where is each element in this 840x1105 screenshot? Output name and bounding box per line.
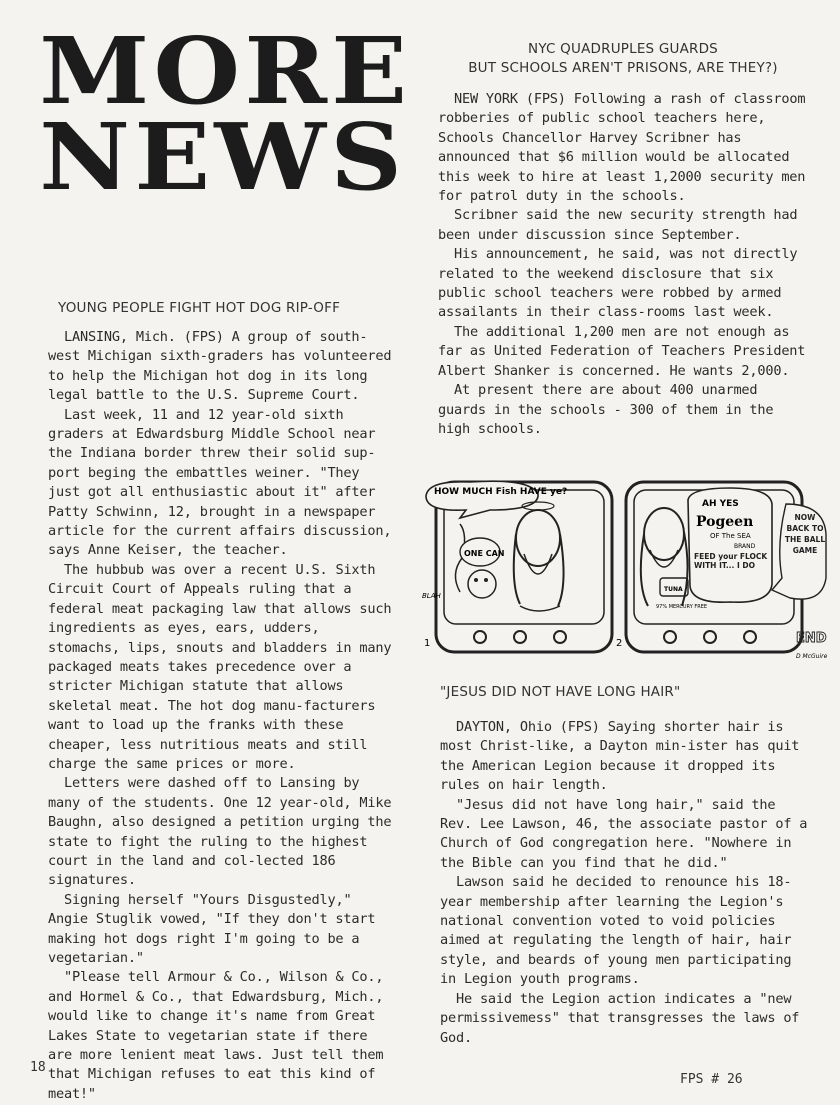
article-paragraph: Last week, 11 and 12 year-old sixth graders at Edwardsburg Middle School near the Indiana border threw their solid sup-port beging the embattles weiner. "They just got all enthusiastic about it" after Patty Schwinn, 12, brought in a newspaper article for the current affairs discussion, says Anne Keiser, the teacher. bbox=[48, 406, 392, 559]
article-paragraph: His announcement, he said, was not directly related to the weekend disclosure that six public school teachers were robbed by armed assailants in their class-rooms last week. bbox=[438, 246, 798, 321]
article-hotdog bbox=[48, 300, 396, 1104]
article-paragraph: The additional 1,200 men are not enough as far as United Federation of Teachers President Albert Shanker is concerned. He wants 2,000. bbox=[438, 323, 806, 379]
headline-line: NYC QUADRUPLES GUARDS bbox=[528, 41, 718, 57]
speech-bubble-text: FEED your FLOCK WITH IT... I DO bbox=[694, 552, 768, 570]
can-label: TUNA bbox=[664, 586, 683, 593]
article-paragraph: Lawson said he decided to renounce his 18-year membership after learning the Legion's national convention voted to void policies aimed at regulating the length of hair, hair style, and beards of young men participating in Legion youth programs. bbox=[440, 874, 792, 988]
article-paragraph: DAYTON, Ohio (FPS) Saying shorter hair is most Christ-like, a Dayton min-ister has quit the American Legion because it dropped its rules on hair length. bbox=[440, 719, 800, 794]
article-paragraph: The hubbub was over a recent U.S. Sixth Circuit Court of Appeals ruling that a federal meat packaging law that allows such ingredients as eyes, ears, udders, stomachs, lips, snouts and bladders in many packaged meats takes precedence over a stricter Michigan statute that allows skeletal meat. The hot dog manu-facturers want to load up the franks with these cheaper, less nutritious meats and still charge the same prices or more. bbox=[48, 561, 392, 772]
panel-number: 1 bbox=[424, 638, 431, 649]
article-headline: "JESUS DID NOT HAVE LONG HAIR" bbox=[440, 684, 681, 700]
masthead-line-1: MORE bbox=[39, 17, 412, 125]
article-paragraph: At present there are about 400 unarmed guards in the schools - 300 of them in the high schools. bbox=[438, 382, 774, 437]
article-paragraph: "Jesus did not have long hair," said the Rev. Lee Lawson, 46, the associate pastor of a Church of God congregation here. "Nowhere in the Bible can you find that he did." bbox=[440, 796, 808, 871]
article-paragraph: Letters were dashed off to Lansing by many of the students. One 12 year-old, Mike Baughn, also designed a petition urging the state to fight the ruling to the highest court in the land and col-lected 186 signatures. bbox=[48, 775, 392, 889]
article-paragraph: He said the Legion action indicates a "new permissivemess" that transgresses the laws of God. bbox=[440, 990, 800, 1046]
speech-bubble-text: ONE CAN bbox=[464, 549, 505, 558]
article-headline bbox=[438, 40, 808, 78]
speech-bubble-text: HOW MUCH Fish HAVE ye? bbox=[434, 487, 568, 497]
masthead bbox=[39, 17, 412, 211]
article-paragraph: NEW YORK (FPS) Following a rash of classroom robberies of public school teachers here, Schools Chancellor Harvey Scribner has announced that $6 million would be allocated this week to hire at least 1,2000 security men for patrol duty in the schools. bbox=[438, 91, 806, 205]
artist-signature: D McGuire bbox=[796, 653, 828, 660]
article-paragraph: Signing herself "Yours Disgustedly," Angie Stuglik vowed, "If they don't start making hot dogs right I'm going to be a vegetarian." bbox=[48, 891, 376, 966]
brand-text: BRAND bbox=[734, 543, 756, 550]
can-note: 97% MERCURY FREE bbox=[656, 604, 708, 610]
comic-panel-1 bbox=[422, 481, 612, 652]
speech-bubble-text: NOW BACK TO THE BALL GAME bbox=[784, 513, 826, 555]
brand-text: OF The SEA bbox=[710, 532, 751, 540]
article-paragraph: Scribner said the new security strength had been under discussion since September. bbox=[438, 207, 798, 243]
article-headline: YOUNG PEOPLE FIGHT HOT DOG RIP-OFF bbox=[58, 300, 341, 316]
speech-bubble-text: AH YES bbox=[702, 499, 739, 509]
brand-text: Pogeen bbox=[696, 514, 754, 530]
comic-panel-2 bbox=[616, 482, 828, 660]
page-number: 18 bbox=[30, 1060, 46, 1075]
issue-number: FPS # 26 bbox=[680, 1072, 743, 1087]
sound-effect-text: BLAH bbox=[422, 592, 441, 600]
masthead-line-2: NEWS bbox=[39, 103, 407, 211]
headline-line: BUT SCHOOLS AREN'T PRISONS, ARE THEY?) bbox=[468, 60, 778, 76]
comic-strip bbox=[420, 474, 830, 686]
article-jesus bbox=[440, 684, 812, 1048]
end-label: END bbox=[796, 631, 827, 646]
article-paragraph: "Please tell Armour & Co., Wilson & Co., and Hormel & Co., that Edwardsburg, Mich., would like to change it's name from Great Lakes State to vegetarian state if there are more lenient meat laws. Just tell them that Michigan refuses to eat this kind of meat!" bbox=[48, 969, 384, 1102]
article-paragraph: LANSING, Mich. (FPS) A group of south-west Michigan sixth-graders has volunteered to help the Michigan hot dog in its long legal battle to the U.S. Supreme Court. bbox=[48, 329, 392, 404]
article-nyc bbox=[438, 40, 808, 439]
panel-number: 2 bbox=[616, 638, 623, 649]
